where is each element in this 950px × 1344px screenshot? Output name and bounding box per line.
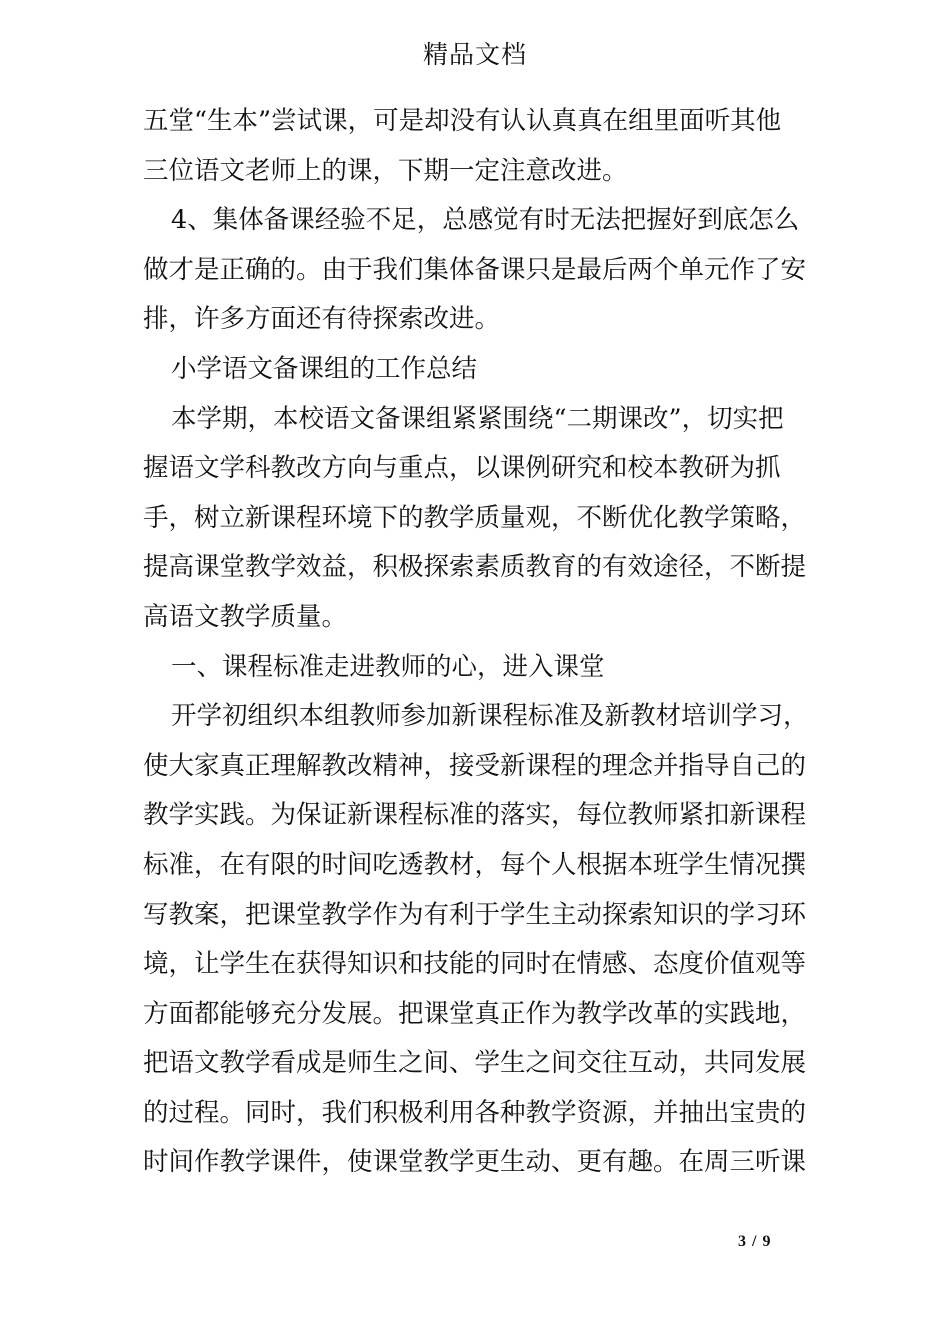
- text-line: 本学期，本校语文备课组紧紧围绕“二期课改”，切实把: [171, 403, 784, 434]
- section-heading: 小学语文备课组的工作总结: [171, 353, 478, 384]
- text-line: 开学初组织本组教师参加新课程标准及新教材培训学习，: [171, 701, 809, 732]
- page-number: 3 / 9: [738, 1233, 772, 1250]
- text-line: 手，树立新课程环境下的教学质量观，不断优化教学策略，: [143, 502, 807, 533]
- document-body: [143, 97, 815, 1188]
- section-heading: 一、课程标准走进教师的心，进入课堂: [171, 651, 605, 682]
- text-line: 标准，在有限的时间吃透教材，每个人根据本班学生情况撰: [143, 849, 807, 880]
- text-line: 境，让学生在获得知识和技能的同时在情感、态度价值观等: [143, 949, 807, 980]
- text-line: 4、集体备课经验不足，总感觉有时无法把握好到底怎么: [171, 205, 800, 236]
- text-line: 做才是正确的。由于我们集体备课只是最后两个单元作了安: [143, 254, 807, 285]
- text-line: 握语文学科教改方向与重点，以课例研究和校本教研为抓: [143, 453, 781, 484]
- text-line: 使大家真正理解教改精神，接受新课程的理念并指导自己的: [143, 750, 807, 781]
- text-line: 提高课堂教学效益，积极探索素质教育的有效途径，不断提: [143, 552, 807, 583]
- text-line: 五堂“生本”尝试课，可是却没有认认真真在组里面听其他: [143, 106, 782, 136]
- text-line: 方面都能够充分发展。把课堂真正作为教学改革的实践地，: [143, 998, 807, 1029]
- page-header-title: 精品文档: [422, 40, 527, 69]
- text-line: 时间作教学课件，使课堂教学更生动、更有趣。在周三听课: [143, 1147, 807, 1178]
- text-line: 三位语文老师上的课，下期一定注意改进。: [143, 155, 628, 186]
- text-line: 高语文教学质量。: [143, 601, 348, 632]
- text-line: 的过程。同时，我们积极利用各种教学资源，并抽出宝贵的: [143, 1097, 807, 1128]
- text-line: 把语文教学看成是师生之间、学生之间交往互动，共同发展: [143, 1048, 807, 1079]
- text-line: 教学实践。为保证新课程标准的落实，每位教师紧扣新课程: [143, 800, 807, 831]
- text-line: 写教案，把课堂教学作为有利于学生主动探索知识的学习环: [143, 899, 807, 930]
- text-line: 排，许多方面还有待探索改进。: [143, 304, 501, 335]
